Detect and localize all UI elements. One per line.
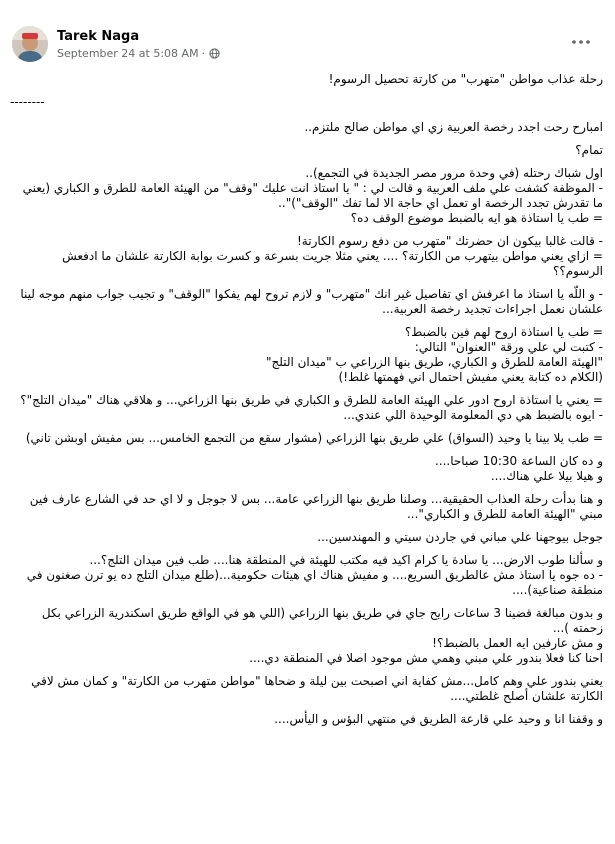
post-meta — [57, 47, 220, 60]
post-line: رحلة عذاب مواطن "متهرب" من كارتة تحصيل الرسوم! — [328, 72, 603, 86]
post-paragraph — [10, 72, 603, 87]
post-line: = طب يا استاذة هو ايه بالضبط موضوع الوقف ده؟ — [350, 211, 603, 225]
post-paragraph — [10, 674, 603, 704]
post-paragraph — [10, 606, 603, 666]
post-line: و بدون مبالغة قضينا 3 ساعات رايح جاي في طريق بنها الزراعي (اللي هو في الواقع طريق اسكندرية الزراعي بكل زحمته )... — [41, 606, 603, 635]
post-line: = طب يا استاذة اروح لهم فين بالضبط؟ — [404, 325, 603, 339]
post-line: و سألنا طوب الارض... يا سادة يا كرام اكيد فيه مكتب للهيئة في المنطقة هنا.... طب فين ميدان التلج؟... — [89, 553, 603, 567]
post-line: و مش عارفين ايه العمل بالضبط؟! — [432, 636, 603, 650]
post-line: = طب يلا بينا يا وحيد (السواق) علي طريق بنها الزراعي (مشوار سقع من التجمع الخامس... بس مفيش اوبشن تاني) — [25, 431, 603, 445]
post-line: - قالت غالبا بيكون ان حضرتك "متهرب من دفع رسوم الكارتة! — [297, 234, 603, 248]
post-line: - ايوه بالضبط هي دي المعلومة الوحيدة اللي عندي... — [343, 408, 603, 422]
avatar[interactable] — [12, 26, 48, 62]
post-paragraph — [10, 166, 603, 226]
post-line: جوجل بيوجهنا علي مباني في جاردن سيتي و المهندسين... — [317, 530, 603, 544]
post-line: - الموظفة كشفت علي ملف العربية و قالت لي : " يا استاذ انت عليك "وقف" من الهيئة العامة للطرق و الكباري (يعني ما تقدرش تجدد الرخصة او تعمل اي حاجة الا لما تفك "الوقف")".. — [22, 181, 603, 210]
post-line: اول شباك رحتله (في وحدة مرور مصر الجديدة في التجمع).. — [305, 166, 603, 180]
post-line: تمام؟ — [575, 143, 603, 157]
post-timestamp[interactable]: September 24 at 5:08 AM — [57, 47, 199, 60]
post-paragraph — [10, 530, 603, 545]
post-line: و هيلا بيلا علي هناك.... — [490, 469, 603, 483]
post-line: امبارح رحت اجدد رخصة العربية زي اي مواطن صالح ملتزم.. — [304, 120, 603, 134]
post-line: و هنا بدأت رحلة العذاب الحقيقية... وصلنا طريق بنها الزراعي عامة... بس لا جوجل و لا اي حد في الشارع عارف فين مبني "الهيئة العامة للطرق و الكباري"... — [29, 492, 603, 521]
post-paragraph — [10, 287, 603, 317]
post-line: احنا كنا فعلا بندور علي مبني وهمي مش موجود اصلا في المنطقة دي.... — [249, 651, 603, 665]
post-line: = ازاي يعني مواطن بيتهرب من الكارتة؟ .... يعني مثلا جريت بسرعة و كسرت بوابة الكارتة علشان ما ادفعش الرسوم؟؟ — [62, 249, 603, 278]
post-line: (الكلام ده كتابة يعني مفيش احتمال اني فهمتها غلط!) — [338, 370, 603, 384]
post-paragraph — [10, 454, 603, 484]
more-options-icon[interactable] — [569, 34, 593, 50]
post-paragraph — [10, 492, 603, 522]
post-line: - و اللّه يا استاذ ما اعرفش اي تفاصيل غير انك "متهرب" و لازم تروح لهم يفكوا "الوقف" و تجيب جواب منهم موجه لينا علشان نعمل اجراءات تجديد رخصة العربية... — [20, 287, 603, 316]
post-line: - كتبت لي علي ورقة "العنوان" التالي: — [414, 340, 603, 354]
post-header — [0, 0, 615, 72]
post-separator: -------- — [10, 95, 45, 109]
post-line: و ده كان الساعة 10:30 صباحا.... — [434, 454, 603, 468]
post-line: - ده جوه يا استاذ مش عالطريق السريع.... و مفيش هناك اي هيئات حكومية...(طلع ميدان التلج ده يو ترن صغنون في منطقة صناعية).... — [26, 568, 603, 597]
post-paragraph — [10, 553, 603, 598]
avatar-image — [12, 26, 48, 62]
post-line: و وقفنا انا و وحيد علي قارعة الطريق في منتهي البؤس و اليأس.... — [274, 712, 603, 726]
post-paragraph — [10, 393, 603, 423]
post-paragraph — [10, 325, 603, 385]
post-paragraph — [10, 712, 603, 727]
author-name[interactable]: Tarek Naga — [57, 29, 140, 44]
post-line: = يعني يا استاذة اروح ادور علي الهيئة العامة للطرق و الكباري في طريق بنها الزراعي... و هلاقي هناك "ميدان التلج"؟ — [20, 393, 603, 407]
post-paragraph — [10, 234, 603, 279]
meta-separator: · — [201, 47, 206, 60]
post-paragraph — [10, 120, 603, 135]
post-body — [10, 72, 603, 735]
post-paragraph — [10, 143, 603, 158]
post-paragraph — [10, 431, 603, 446]
post-line: يعني بندور علي وهم كامل...مش كفاية اني اصبحت بين ليلة و ضحاها "مواطن متهرب من الكارتة" و كمان مش لاقي الكارتة علشان أصلح غلطتي.... — [31, 674, 603, 703]
post-line: "الهيئة العامة للطرق و الكباري، طريق بنها الزراعي ب "ميدان التلج" — [265, 355, 603, 369]
globe-icon[interactable] — [209, 48, 220, 59]
